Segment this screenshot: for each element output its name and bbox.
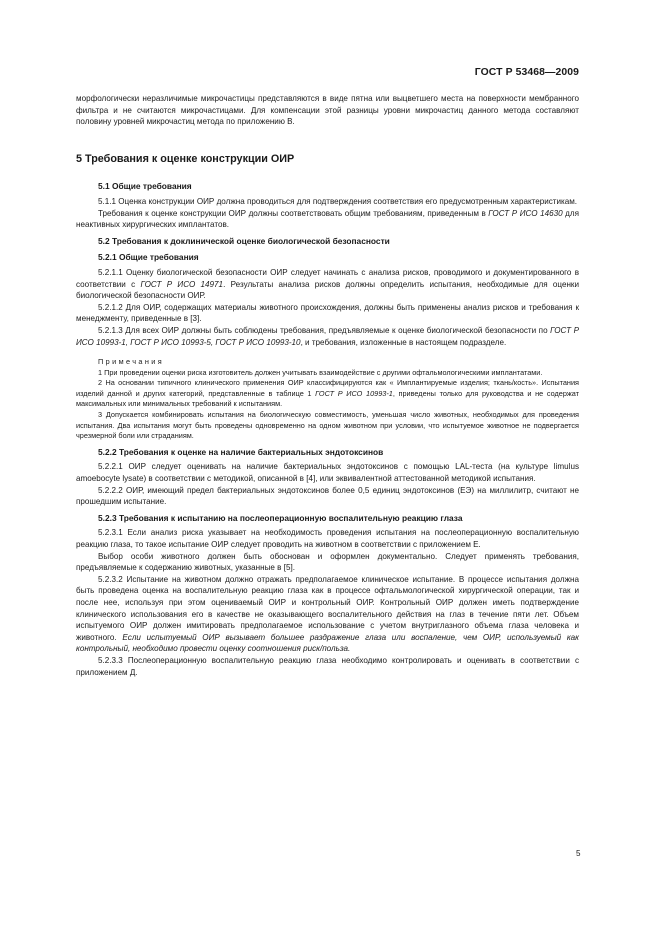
- standard-reference: ГОСТ Р ИСО 14971: [140, 279, 224, 289]
- page-number: 5: [576, 849, 581, 858]
- subsection-5-2-heading: 5.2 Требования к доклинической оценке биологической безопасности: [98, 235, 390, 246]
- paragraph-5-2-1-3: 5.2.1.3 Для всех ОИР должны быть соблюдены требования, предъявляемые к оценке биологической безопасности по ГОСТ Р ИСО 10993-1, ГОСТ Р ИСО 10993-5, ГОСТ Р ИСО 10993-10, и требования, изложенные в настоящем подразделе.: [76, 325, 579, 347]
- paragraph-5-2-1-1: 5.2.1.1 Оценку биологической безопасности ОИР следует начинать с анализа рисков, проводимого и документированного в соответствии с ГОСТ Р ИСО 14971. Результаты анализа рисков должны определить испытания, необходимые для оценки биологической безопасности ОИР.: [76, 267, 579, 301]
- paragraph-5-2-2-2: 5.2.2.2 ОИР, имеющий предел бактериальных эндотоксинов более 0,5 единиц эндотоксинов (ЕЭ) на миллилитр, считают не прошедшим испытание.: [76, 485, 579, 507]
- document-code-header: ГОСТ Р 53468—2009: [474, 67, 579, 78]
- section-5-heading: 5 Требования к оценке конструкции ОИР: [76, 152, 295, 165]
- paragraph-5-2-2-1: 5.2.2.1 ОИР следует оценивать на наличие бактериальных эндотоксинов с помощью LAL-теста (на культуре limulus amoebocyte lysate) в соответствии с методикой, описанной в [4], или эквивалентной аттестованной методикой испытания.: [76, 462, 579, 484]
- notes-title: Примечания: [98, 357, 165, 367]
- document-body: [76, 93, 579, 678]
- subsection-5-2-1-heading: 5.2.1 Общие требования: [98, 252, 199, 263]
- paragraph-5-2-1-2: 5.2.1.2 Для ОИР, содержащих материалы животного происхождения, должны быть применены анализ рисков и требования к менеджменту, приведенные в [3].: [76, 302, 579, 324]
- italic-statement: Если испытуемый ОИР вызывает большее раздражение глаза или воспаление, чем ОИР, используемый как контрольный, необходимо провести оценку соотношения риск/польза.: [76, 632, 580, 654]
- note-3: 3 Допускается комбинировать испытания на биологическую совместимость, уменьшая число животных, необходимых для проведения испытания. Два испытания могут быть проведены одновременно на одном животном при условии, что испытуемое животное не подвергается чрезмерной боли или страданиям.: [76, 410, 579, 441]
- subsection-5-2-2-heading: 5.2.2 Требования к оценке на наличие бактериальных эндотоксинов: [98, 446, 384, 457]
- paragraph-5-1-1: 5.1.1 Оценка конструкции ОИР должна проводиться для подтверждения соответствия его предусмотренным характеристикам.: [98, 196, 578, 206]
- paragraph-5-2-3-3: 5.2.3.3 Послеоперационную воспалительную реакцию глаза необходимо контролировать и оценивать в соответствии с приложением Д.: [76, 655, 579, 677]
- note-1: 1 При проведении оценки риска изготовитель должен учитывать взаимодействие с другими офтальмологическими имплантатами.: [98, 367, 543, 377]
- paragraph-5-2-3-1-continued: Выбор особи животного должен быть обоснован и оформлен документально. Следует применять требования, предъявляемые к содержанию животных, указанные в [5].: [76, 551, 579, 573]
- intro-paragraph: морфологически неразличимые микрочастицы представляются в виде пятна или выцветшего места на поверхности мембранного фильтра и не считаются микрочастицами. Для компенсации этой разницы уровни микрочастиц данного метода составляют половину уровней микрочастиц метода по приложению В.: [76, 94, 579, 127]
- paragraph-5-1-req: Требования к оценке конструкции ОИР должны соответствовать общим требованиям, приведенным в ГОСТ Р ИСО 14630 для неактивных хирургических имплантатов.: [76, 208, 579, 230]
- subsection-5-1-heading: 5.1 Общие требования: [98, 181, 192, 192]
- standard-reference: ГОСТ Р ИСО 14630: [488, 208, 563, 218]
- standard-reference: ГОСТ Р ИСО 10993-1: [315, 388, 393, 398]
- paragraph-5-2-3-1: 5.2.3.1 Если анализ риска указывает на необходимость проведения испытания на послеоперационную воспалительную реакцию глаза, то такое испытание ОИР следует проводить на животном в соответствии с приложением Е.: [76, 528, 579, 549]
- paragraph-5-2-3-2: 5.2.3.2 Испытание на животном должно отражать предполагаемое клиническое испытание. В процессе испытания должна быть проведена оценка на воспалительную реакцию глаза как в процессе офтальмологической хирургической операции, так и после нее, используя при этом оцениваемый ОИР и контрольный ОИР. Контрольный ОИР должен иметь подтверждение клинического использования его в качестве не оказывающего воспалительного действия на глаз в течение пяти лет. Объем испытуемого ОИР должен имитировать предполагаемое использование с учетом внутриглазного объема глаза человека и животного. Если испытуемый ОИР вызывает большее раздражение глаза или воспаление, чем ОИР, используемый как контрольный, необходимо провести оценку соотношения риск/польза.: [76, 574, 580, 654]
- subsection-5-2-3-heading: 5.2.3 Требования к испытанию на послеоперационную воспалительную реакцию глаза: [98, 512, 463, 523]
- note-2: 2 На основании типичного клинического применения ОИР классифицируются как « Имплантируемые изделия; ткань/кость». Испытания изделий данной и других категорий, представленные в таблице 1 ГОСТ Р ИСО 10993-1, приведены только для руководства и не содержат максимальных или минимальных требований к испытаниям.: [76, 378, 580, 409]
- standard-reference: ГОСТ Р ИСО 10993-1, ГОСТ Р ИСО 10993-5, ГОСТ Р ИСО 10993-10: [76, 325, 579, 347]
